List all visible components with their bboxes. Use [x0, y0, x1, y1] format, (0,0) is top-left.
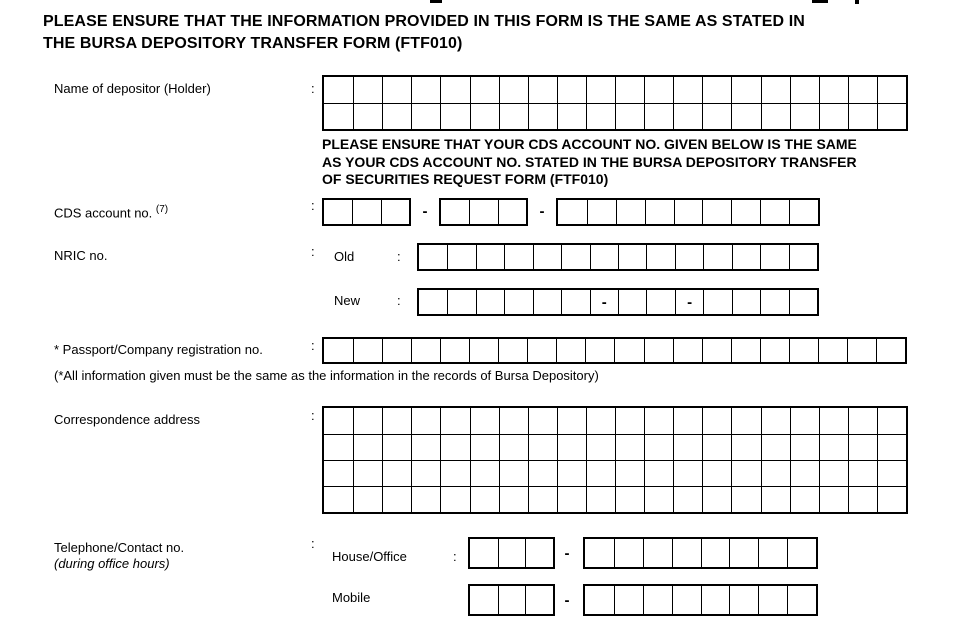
- passport-colon: :: [311, 338, 315, 353]
- cds-grid-part1: [322, 198, 411, 226]
- char-box[interactable]: [702, 486, 731, 512]
- house-office-dash-separator: -: [564, 545, 570, 562]
- char-box[interactable]: [411, 460, 440, 486]
- nric-new-grid: [417, 288, 819, 316]
- char-box[interactable]: [469, 200, 497, 224]
- char-box[interactable]: [469, 339, 498, 362]
- cds-note-line1: PLEASE ENSURE THAT YOUR CDS ACCOUNT NO. GIVEN BELOW IS THE SAME: [322, 136, 857, 152]
- cds-dash-separator-1: -: [422, 203, 428, 220]
- house-office-grid-part2: [583, 537, 818, 569]
- char-box[interactable]: [615, 460, 644, 486]
- char-box[interactable]: [760, 339, 789, 362]
- name-grid: [322, 75, 908, 131]
- char-box[interactable]: [557, 103, 586, 129]
- char-box[interactable]: [440, 408, 469, 434]
- char-box[interactable]: [789, 290, 817, 314]
- char-box[interactable]: [790, 486, 819, 512]
- char-box[interactable]: [498, 586, 526, 614]
- char-box[interactable]: [440, 77, 469, 103]
- char-box[interactable]: [761, 408, 790, 434]
- phone-label: Telephone/Contact no.: [54, 540, 185, 555]
- char-box[interactable]: [353, 486, 382, 512]
- char-box[interactable]: [587, 200, 616, 224]
- char-box[interactable]: [702, 434, 731, 460]
- char-box[interactable]: [499, 460, 528, 486]
- char-box[interactable]: [586, 434, 615, 460]
- char-box[interactable]: [702, 460, 731, 486]
- char-box[interactable]: [701, 586, 730, 614]
- nric-old-label: Old: [334, 249, 355, 264]
- char-box[interactable]: [732, 290, 760, 314]
- char-box[interactable]: [447, 245, 475, 269]
- char-box[interactable]: [644, 408, 673, 434]
- char-box[interactable]: [758, 586, 787, 614]
- char-box[interactable]: [447, 290, 475, 314]
- house-office-label: House/Office: [332, 549, 407, 564]
- char-box[interactable]: [498, 200, 526, 224]
- char-box[interactable]: [499, 77, 528, 103]
- char-box[interactable]: [877, 460, 906, 486]
- char-box[interactable]: [789, 339, 818, 362]
- cds-note-line2: AS YOUR CDS ACCOUNT NO. STATED IN THE BURSA DEPOSITORY TRANSFER: [322, 153, 857, 170]
- char-box[interactable]: [673, 434, 702, 460]
- char-box[interactable]: [643, 539, 672, 567]
- char-box[interactable]: [787, 586, 816, 614]
- char-box[interactable]: [585, 339, 614, 362]
- char-box[interactable]: [614, 539, 643, 567]
- char-box[interactable]: [760, 200, 789, 224]
- char-box[interactable]: [760, 290, 788, 314]
- char-box[interactable]: [731, 460, 760, 486]
- char-box[interactable]: [440, 434, 469, 460]
- char-box[interactable]: [440, 486, 469, 512]
- char-box[interactable]: [557, 460, 586, 486]
- char-box[interactable]: [586, 103, 615, 129]
- char-box[interactable]: [561, 245, 589, 269]
- char-box[interactable]: [615, 77, 644, 103]
- char-box[interactable]: [761, 434, 790, 460]
- char-box[interactable]: [528, 408, 557, 434]
- clipped-text-fragment: [812, 0, 828, 3]
- char-box[interactable]: [504, 245, 532, 269]
- dash-cell: -: [675, 290, 703, 314]
- char-box[interactable]: [758, 539, 787, 567]
- address-colon: :: [311, 408, 315, 423]
- char-box[interactable]: [819, 434, 848, 460]
- char-box[interactable]: [381, 200, 409, 224]
- char-box[interactable]: [382, 460, 411, 486]
- char-box[interactable]: [644, 434, 673, 460]
- char-box[interactable]: [324, 486, 353, 512]
- char-box[interactable]: [557, 77, 586, 103]
- char-box[interactable]: [790, 408, 819, 434]
- char-box[interactable]: [702, 200, 731, 224]
- cds-note: [322, 136, 922, 189]
- phone-sublabel: (during office hours): [54, 556, 170, 571]
- char-box[interactable]: [352, 200, 380, 224]
- char-box[interactable]: [558, 200, 587, 224]
- nric-old-grid: [417, 243, 819, 271]
- char-box[interactable]: [731, 339, 760, 362]
- char-box[interactable]: [440, 460, 469, 486]
- char-box[interactable]: [440, 103, 469, 129]
- char-box[interactable]: [675, 245, 703, 269]
- char-box[interactable]: [787, 539, 816, 567]
- char-box[interactable]: [441, 200, 469, 224]
- char-box[interactable]: [672, 586, 701, 614]
- mobile-label: Mobile: [332, 590, 371, 605]
- char-box[interactable]: [761, 486, 790, 512]
- char-box[interactable]: [324, 103, 353, 129]
- char-box[interactable]: [819, 460, 848, 486]
- char-box[interactable]: [590, 245, 618, 269]
- address-label: Correspondence address: [54, 412, 200, 427]
- char-box[interactable]: [411, 434, 440, 460]
- char-box[interactable]: [382, 434, 411, 460]
- char-box[interactable]: [585, 539, 614, 567]
- char-box[interactable]: [702, 408, 731, 434]
- char-box[interactable]: [616, 200, 645, 224]
- char-box[interactable]: [646, 290, 674, 314]
- char-box[interactable]: [618, 245, 646, 269]
- cds-footnote-ref: (7): [155, 204, 169, 215]
- char-box[interactable]: [470, 539, 498, 567]
- form-header: [43, 11, 933, 55]
- char-box[interactable]: [761, 460, 790, 486]
- char-box[interactable]: [586, 77, 615, 103]
- char-box[interactable]: [703, 290, 731, 314]
- char-box[interactable]: [504, 290, 532, 314]
- char-box[interactable]: [848, 434, 877, 460]
- char-box[interactable]: [557, 408, 586, 434]
- char-box[interactable]: [533, 290, 561, 314]
- char-box[interactable]: [557, 434, 586, 460]
- char-box[interactable]: [528, 103, 557, 129]
- cds-note-line3: OF SECURITIES REQUEST FORM (FTF010): [322, 171, 609, 187]
- mobile-grid-part1: [468, 584, 555, 616]
- char-box[interactable]: [353, 103, 382, 129]
- char-box[interactable]: [353, 460, 382, 486]
- char-box[interactable]: [645, 200, 674, 224]
- char-box[interactable]: [673, 339, 702, 362]
- char-box[interactable]: [673, 486, 702, 512]
- clipped-text-fragment: [855, 0, 859, 4]
- char-box[interactable]: [732, 245, 760, 269]
- char-box[interactable]: [586, 486, 615, 512]
- char-box[interactable]: [673, 408, 702, 434]
- char-box[interactable]: [790, 434, 819, 460]
- char-box[interactable]: [673, 77, 702, 103]
- form-header-line1: PLEASE ENSURE THAT THE INFORMATION PROVIDED IN THIS FORM IS THE SAME AS STATED IN: [43, 13, 805, 30]
- char-box[interactable]: [528, 486, 557, 512]
- char-box[interactable]: [525, 539, 553, 567]
- name-colon: :: [311, 81, 315, 96]
- char-box[interactable]: [819, 103, 848, 129]
- nric-label: NRIC no.: [54, 248, 108, 263]
- char-box[interactable]: [382, 408, 411, 434]
- char-box[interactable]: [382, 103, 411, 129]
- char-box[interactable]: [586, 460, 615, 486]
- passport-note: (*All information given must be the same as the information in the records of Bursa Depository): [54, 368, 599, 383]
- char-box[interactable]: [702, 339, 731, 362]
- char-box[interactable]: [819, 77, 848, 103]
- char-box[interactable]: [324, 339, 353, 362]
- char-box[interactable]: [876, 339, 905, 362]
- char-box[interactable]: [528, 434, 557, 460]
- house-office-colon: :: [453, 549, 457, 564]
- char-box[interactable]: [470, 103, 499, 129]
- char-box[interactable]: [499, 486, 528, 512]
- char-box[interactable]: [877, 434, 906, 460]
- char-box[interactable]: [848, 77, 877, 103]
- cds-grid-part3: [556, 198, 820, 226]
- char-box[interactable]: [673, 460, 702, 486]
- char-box[interactable]: [789, 245, 817, 269]
- passport-grid: [322, 337, 907, 364]
- nric-colon: :: [311, 244, 315, 259]
- name-depositor-label: Name of depositor (Holder): [54, 81, 211, 96]
- char-box[interactable]: [877, 486, 906, 512]
- char-box[interactable]: [818, 339, 847, 362]
- char-box[interactable]: [411, 77, 440, 103]
- char-box[interactable]: [643, 586, 672, 614]
- char-box[interactable]: [761, 103, 790, 129]
- char-box[interactable]: [411, 103, 440, 129]
- char-box[interactable]: [819, 408, 848, 434]
- char-box[interactable]: [533, 245, 561, 269]
- char-box[interactable]: [848, 460, 877, 486]
- char-box[interactable]: [731, 434, 760, 460]
- char-box[interactable]: [324, 460, 353, 486]
- char-box[interactable]: [644, 339, 673, 362]
- char-box[interactable]: [877, 77, 906, 103]
- char-box[interactable]: [419, 245, 447, 269]
- char-box[interactable]: [848, 486, 877, 512]
- char-box[interactable]: [528, 460, 557, 486]
- nric-new-colon: :: [397, 293, 401, 308]
- nric-old-colon: :: [397, 249, 401, 264]
- char-box[interactable]: [646, 245, 674, 269]
- char-box[interactable]: [702, 103, 731, 129]
- char-box[interactable]: [877, 408, 906, 434]
- char-box[interactable]: [528, 77, 557, 103]
- char-box[interactable]: [615, 434, 644, 460]
- char-box[interactable]: [819, 486, 848, 512]
- char-box[interactable]: [382, 339, 411, 362]
- char-box[interactable]: [674, 200, 703, 224]
- char-box[interactable]: [731, 103, 760, 129]
- char-box[interactable]: [353, 77, 382, 103]
- char-box[interactable]: [324, 408, 353, 434]
- char-box[interactable]: [586, 408, 615, 434]
- char-box[interactable]: [701, 539, 730, 567]
- char-box[interactable]: [324, 434, 353, 460]
- char-box[interactable]: [790, 460, 819, 486]
- char-box[interactable]: [731, 486, 760, 512]
- char-box[interactable]: [476, 290, 504, 314]
- char-box[interactable]: [789, 200, 818, 224]
- char-box[interactable]: [470, 408, 499, 434]
- cds-account-label: CDS account no. $^{(7)}$: [54, 204, 169, 221]
- char-box[interactable]: [731, 77, 760, 103]
- passport-label: * Passport/Company registration no.: [54, 342, 263, 357]
- char-box[interactable]: [561, 290, 589, 314]
- form-header-line2: THE BURSA DEPOSITORY TRANSFER FORM (FTF010): [43, 35, 463, 52]
- char-box[interactable]: [353, 339, 382, 362]
- char-box[interactable]: [848, 103, 877, 129]
- char-box[interactable]: [411, 339, 440, 362]
- char-box[interactable]: [644, 77, 673, 103]
- char-box[interactable]: [556, 339, 585, 362]
- char-box[interactable]: [470, 460, 499, 486]
- char-box[interactable]: [615, 408, 644, 434]
- char-box[interactable]: [790, 77, 819, 103]
- char-box[interactable]: [760, 245, 788, 269]
- char-box[interactable]: [353, 434, 382, 460]
- char-box[interactable]: [324, 77, 353, 103]
- char-box[interactable]: [470, 486, 499, 512]
- house-office-grid-part1: [468, 537, 555, 569]
- char-box[interactable]: [499, 103, 528, 129]
- char-box[interactable]: [847, 339, 876, 362]
- cds-dash-separator-2: -: [539, 203, 545, 220]
- char-box[interactable]: [672, 539, 701, 567]
- char-box[interactable]: [614, 339, 643, 362]
- char-box[interactable]: [673, 103, 702, 129]
- char-box[interactable]: [702, 77, 731, 103]
- char-box[interactable]: [729, 586, 758, 614]
- char-box[interactable]: [382, 77, 411, 103]
- char-box[interactable]: [557, 486, 586, 512]
- dash-cell: -: [590, 290, 618, 314]
- char-box[interactable]: [411, 408, 440, 434]
- char-box[interactable]: [615, 103, 644, 129]
- char-box[interactable]: [324, 200, 352, 224]
- char-box[interactable]: [440, 339, 469, 362]
- char-box[interactable]: [703, 245, 731, 269]
- char-box[interactable]: [525, 586, 553, 614]
- char-box[interactable]: [644, 460, 673, 486]
- char-box[interactable]: [644, 486, 673, 512]
- char-box[interactable]: [470, 434, 499, 460]
- char-box[interactable]: [618, 290, 646, 314]
- nric-new-label: New: [334, 293, 361, 308]
- char-box[interactable]: [731, 408, 760, 434]
- char-box[interactable]: [527, 339, 556, 362]
- char-box[interactable]: [614, 586, 643, 614]
- char-box[interactable]: [382, 486, 411, 512]
- phone-colon: :: [311, 536, 315, 551]
- char-box[interactable]: [644, 103, 673, 129]
- mobile-dash-separator: -: [564, 592, 570, 609]
- char-box[interactable]: [499, 434, 528, 460]
- clipped-text-fragment: [430, 0, 442, 3]
- char-box[interactable]: [790, 103, 819, 129]
- char-box[interactable]: [615, 486, 644, 512]
- char-box[interactable]: [585, 586, 614, 614]
- char-box[interactable]: [419, 290, 447, 314]
- char-box[interactable]: [499, 408, 528, 434]
- char-box[interactable]: [476, 245, 504, 269]
- char-box[interactable]: [411, 486, 440, 512]
- char-box[interactable]: [470, 586, 498, 614]
- char-box[interactable]: [353, 408, 382, 434]
- char-box[interactable]: [498, 339, 527, 362]
- char-box[interactable]: [498, 539, 526, 567]
- char-box[interactable]: [731, 200, 760, 224]
- char-box[interactable]: [470, 77, 499, 103]
- char-box[interactable]: [877, 103, 906, 129]
- cds-colon: :: [311, 198, 315, 213]
- char-box[interactable]: [729, 539, 758, 567]
- mobile-grid-part2: [583, 584, 818, 616]
- char-box[interactable]: [761, 77, 790, 103]
- cds-grid-part2: [439, 198, 528, 226]
- address-grid: [322, 406, 908, 514]
- char-box[interactable]: [848, 408, 877, 434]
